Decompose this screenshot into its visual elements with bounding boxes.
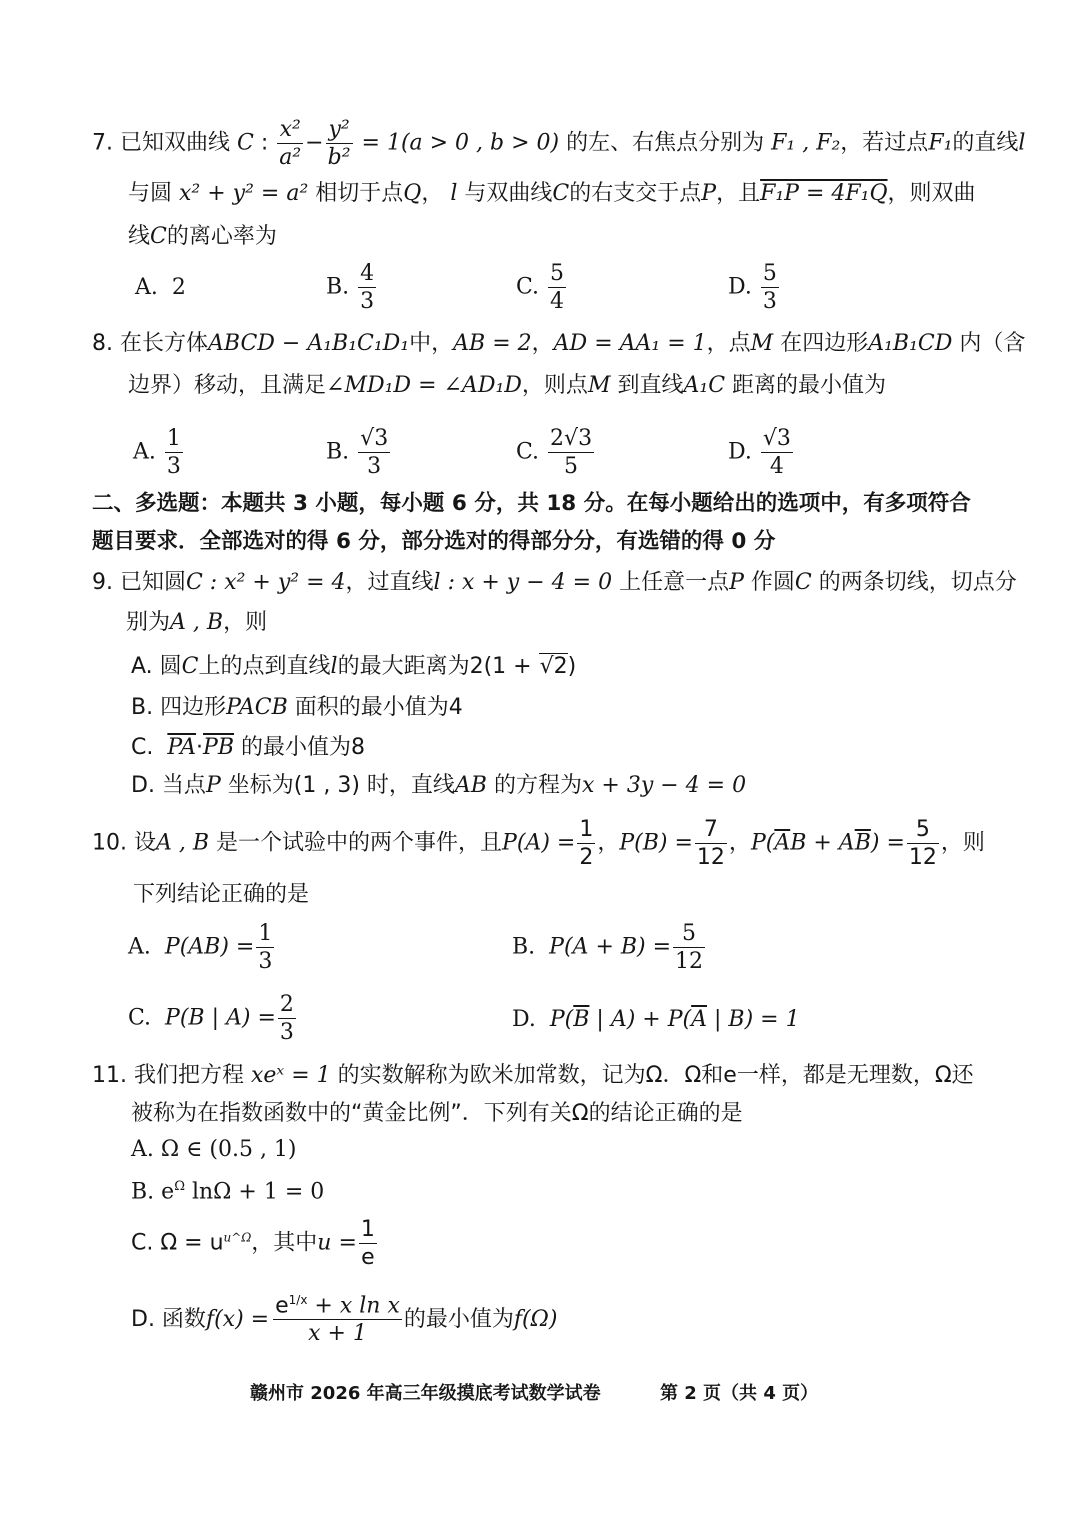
q7-circle: x² + y² = a² [179, 181, 309, 206]
q11-line2: 被称为在指数函数中的“黄金比例”．下列有关Ω的结论正确的是 [131, 1101, 743, 1126]
q8-solid: ABCD − A₁B₁C₁D₁ [207, 331, 410, 356]
q10-line2: 下列结论正确的是 [133, 882, 310, 907]
q11-line1: 11. 我们把方程 xeˣ = 1 的实数解称为欧米加常数，记为Ω．Ω和e一样，都是无理数，Ω还 [92, 1063, 974, 1088]
q8-option-d: D. $\frac{√3}{4}$ [728, 426, 791, 480]
q11-option-d: D. 函数f(x) = $\frac{e^{1/x} + x \ln x}{x + 1}$ 的最小值为f(Ω) [131, 1293, 558, 1347]
footer-page-number: 第 2 页（共 4 页） [660, 1383, 819, 1404]
q7-frac-y: $\frac{\text{y²}}{\text{b²}}$ [327, 117, 351, 171]
q9-option-b: B. 四边形PACB 面积的最小值为4 [131, 695, 463, 720]
q7-option-b: B. $\frac{4}{3}$ [326, 261, 375, 315]
q11-option-a: A. Ω ∈ (0.5 , 1) [131, 1137, 297, 1162]
q9-option-d: D. 当点P 坐标为(1 , 3) 时，直线AB 的方程为x + 3y − 4 = 0 [131, 773, 747, 798]
q9-line1: 9. 已知圆C : x² + y² = 4，过直线l : x + y − 4 = 0 上任意一点P 作圆C 的两条切线，切点分 [92, 570, 1017, 595]
q7-frac-x: $\frac{\text{x²}}{\text{a²}}$ [279, 117, 302, 171]
footer-title: 赣州市 2026 年高三年级摸底考试数学试卷 [250, 1383, 601, 1404]
q10-line1: 10. 设A , B 是一个试验中的两个事件，且P(A) = $\frac{1}{2}$ ，P(B) = $\frac{7}{12}$ ，$P(\overline{A}B + A\overline{B})$ = $\frac{5}{12}$ ，则 [92, 817, 985, 871]
q9-line2: 别为A , B，则 [126, 610, 268, 635]
q11-option-b: B. $e^\Omega$ lnΩ + 1 = 0 [131, 1179, 325, 1205]
q7-option-c: C. $\frac{5}{4}$ [516, 261, 565, 315]
q8-option-b: B. $\frac{√3}{3}$ [326, 426, 389, 480]
q11-option-c: C. $\Omega = u^{u\^{}\Omega}$，其中u = $\frac{1}{e}$ [131, 1217, 375, 1271]
q7-text: 7. 已知双曲线 [92, 130, 230, 156]
q10-option-b: B. P(A + B) = $\frac{5}{12}$ [512, 921, 704, 975]
q8-line1: 8. 在长方体ABCD − A₁B₁C₁D₁中，AB = 2，AD = AA₁ = 1，点M 在四边形A₁B₁CD 内（含 [92, 331, 1026, 356]
q10-option-a: A. P(AB) = $\frac{1}{3}$ [128, 921, 273, 975]
q10-option-d: D. $P(\overline{B}$ | $A) + P(\overline{A}$ | B) = 1 [512, 1007, 800, 1032]
q8-angles: ∠MD₁D = ∠AD₁D [326, 373, 522, 398]
q7-line2: 与圆 x² + y² = a² 相切于点Q， l 与双曲线C的右支交于点P，且F₁P = 4F₁Q，则双曲 [128, 181, 976, 206]
q8-option-c: C. $\frac{2√3}{5}$ [516, 426, 593, 480]
q10-option-c: C. P(B | A) = $\frac{2}{3}$ [128, 992, 294, 1046]
q7-eq-tail: = 1(a > 0 , b > 0) [361, 130, 560, 156]
section2-heading-line1: 二、多选题：本题共 3 小题，每小题 6 分，共 18 分。在每小题给出的选项中，有多项符合 [92, 491, 971, 516]
q7-line1: 7. 已知双曲线 C : $\frac{\text{x²}}{\text{a²}}$ − $\frac{\text{y²}}{\text{b²}}$ = 1(a > 0 , b > 0) 的左、右焦点分别为 F₁ , F₂，若过点F₁的直线l [92, 117, 1026, 171]
q9-option-c: C. $\overline{PA}\cdot\overline{PB}$ 的最小值为8 [131, 735, 366, 760]
section2-heading-line2: 题目要求．全部选对的得 6 分，部分选对的得部分分，有选错的得 0 分 [92, 529, 776, 554]
q7-option-a: A. 2 [135, 275, 186, 300]
q7-line3: 线C的离心率为 [128, 224, 277, 249]
q7-option-d: D. $\frac{5}{3}$ [728, 261, 777, 315]
q7-foci: F₁ , F₂ [771, 130, 841, 156]
q7-vector-eq: F₁P = 4F₁Q [760, 181, 888, 206]
q8-line2: 边界）移动，且满足∠MD₁D = ∠AD₁D，则点M 到直线A₁C 距离的最小值为 [128, 373, 887, 398]
q7-curve: C [236, 130, 254, 156]
q8-option-a: A. $\frac{1}{3}$ [133, 426, 181, 480]
q9-option-a: A. 圆C上的点到直线l的最大距离为2(1 + √2) [131, 654, 577, 679]
